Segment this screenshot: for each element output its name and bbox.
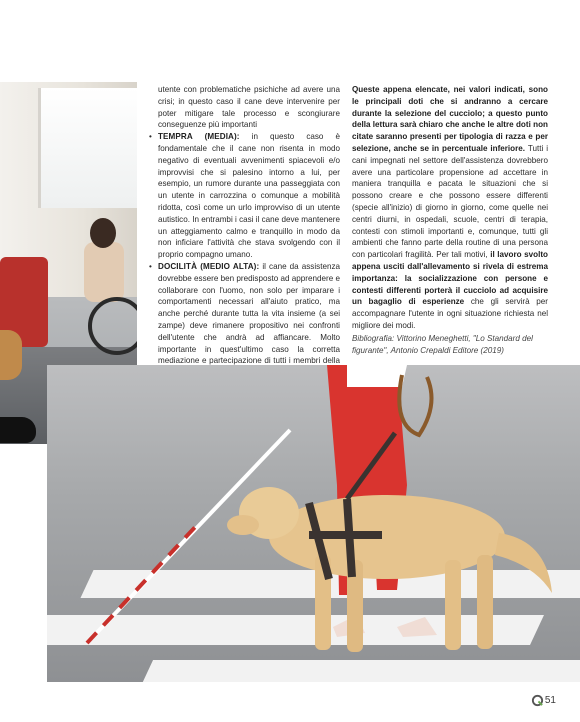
photo-person-body bbox=[84, 242, 124, 302]
handbag bbox=[399, 375, 431, 435]
term-docilita: DOCILITÀ (MEDIO ALTA): bbox=[158, 261, 260, 271]
bibliography: Bibliografia: Vittorino Meneghetti, "Lo Standard del figurante", Antonio Crepaldi Editore (2019) bbox=[352, 334, 533, 355]
text-column-middle bbox=[149, 84, 340, 379]
right-bold-intro: Queste appena elencate, nei valori indicati, sono le principali doti che si andranno a cercare durante la selezione del cucciolo; a questo punto della lettura sarà chiaro che anche le altre doti non citate saranno presenti per tipologia di razza e per selezione, anche se in percentuale inferiore. bbox=[352, 85, 548, 153]
wheelchair-wheel bbox=[88, 297, 137, 355]
term-tempra: TEMPRA (MEDIA): bbox=[158, 132, 240, 142]
text-docilita: il cane da assistenza dovrebbe essere ben predisposto ad apprendere e collaborare con l'uomo, non solo per imparare i comportamenti necessari all'aiuto pratico, ma anche perché durante tutta la vita insieme (a sei zampe) deve rimanere propositivo nei confronti dell'utente che andrà ad affiancare. Molto importante in quest'ultimo caso la corretta mediazione e partecipazione di tutti i membri della bbox=[158, 261, 340, 366]
bullet: • bbox=[149, 261, 152, 271]
page-number-text: 51 bbox=[544, 695, 556, 706]
right-end-text: che gli servirà per accompagnare l'utente in ogni situazione richiesta nel migliore dei modi. bbox=[352, 297, 548, 330]
dog-snout bbox=[227, 515, 259, 535]
list-item-docilita bbox=[149, 261, 340, 379]
traits-list bbox=[149, 131, 340, 379]
bullet: • bbox=[149, 132, 152, 142]
guide-dog-scene-svg bbox=[47, 365, 580, 682]
dog-leg bbox=[445, 560, 461, 650]
right-bold-highlight: il lavoro svolto appena usciti dall'allevamento si rivela di estrema importanza: la socializzazione con persone e contesti differenti porterà il cucciolo ad acquisire un bagaglio di esperienze bbox=[352, 250, 548, 307]
person-shoe-right bbox=[397, 617, 437, 637]
magazine-logo-icon bbox=[531, 694, 544, 707]
text-tempra: in questo caso è fondamentale che il cane non risenta in modo negativo di eventuali avvenimenti spiacevoli e/o improvvisi che si palesino intorno a lui, per esempio, un rumore durante una passeggiata con un utente in carrozzina o comunque a mobilità ridotta, così come un urlo improvviso di un utente autistico. In entrambi i casi il cane deve mantenere un atteggiamento calmo e tranquillo in modo da non inficiare l'attività che stava svolgendo con il proprio compagno umano. bbox=[158, 132, 340, 260]
photo-person-head bbox=[90, 218, 116, 248]
list-item-tempra bbox=[149, 131, 340, 261]
person-shirt bbox=[347, 365, 407, 387]
text-column-right bbox=[352, 84, 548, 332]
photo-window bbox=[38, 88, 137, 208]
photo-shoe bbox=[0, 417, 36, 443]
right-normal-text: Tutti i cani impegnati nel settore dell'assistenza dovrebbero avere una particolare propensione ad accettare in maniera tranquilla e pacata le situazioni che si possono creare e che possono essere differenti (specie all'inizio) di giorno in giorno, come quelle nei centri diurni, in ospedali, scuole, centri di terapia, contesti con stimoli importanti e, comunque, tutti gli ambienti che fanno parte della routine di una persona con particolari fragilità. Per tali motivi, bbox=[352, 143, 548, 260]
dog-body bbox=[269, 495, 505, 579]
page-number bbox=[531, 694, 556, 707]
intro-paragraph: utente con problematiche psichiche ad avere una crisi; in questo caso il cane deve intervenire per poter mitigare tale processo e scongiurare conseguenze più importanti bbox=[158, 85, 340, 130]
photo-leg bbox=[0, 330, 22, 380]
right-paragraph bbox=[352, 84, 548, 332]
dog-tail bbox=[495, 533, 552, 593]
photo-guide-dog bbox=[47, 365, 580, 682]
dog-leg bbox=[477, 555, 493, 649]
